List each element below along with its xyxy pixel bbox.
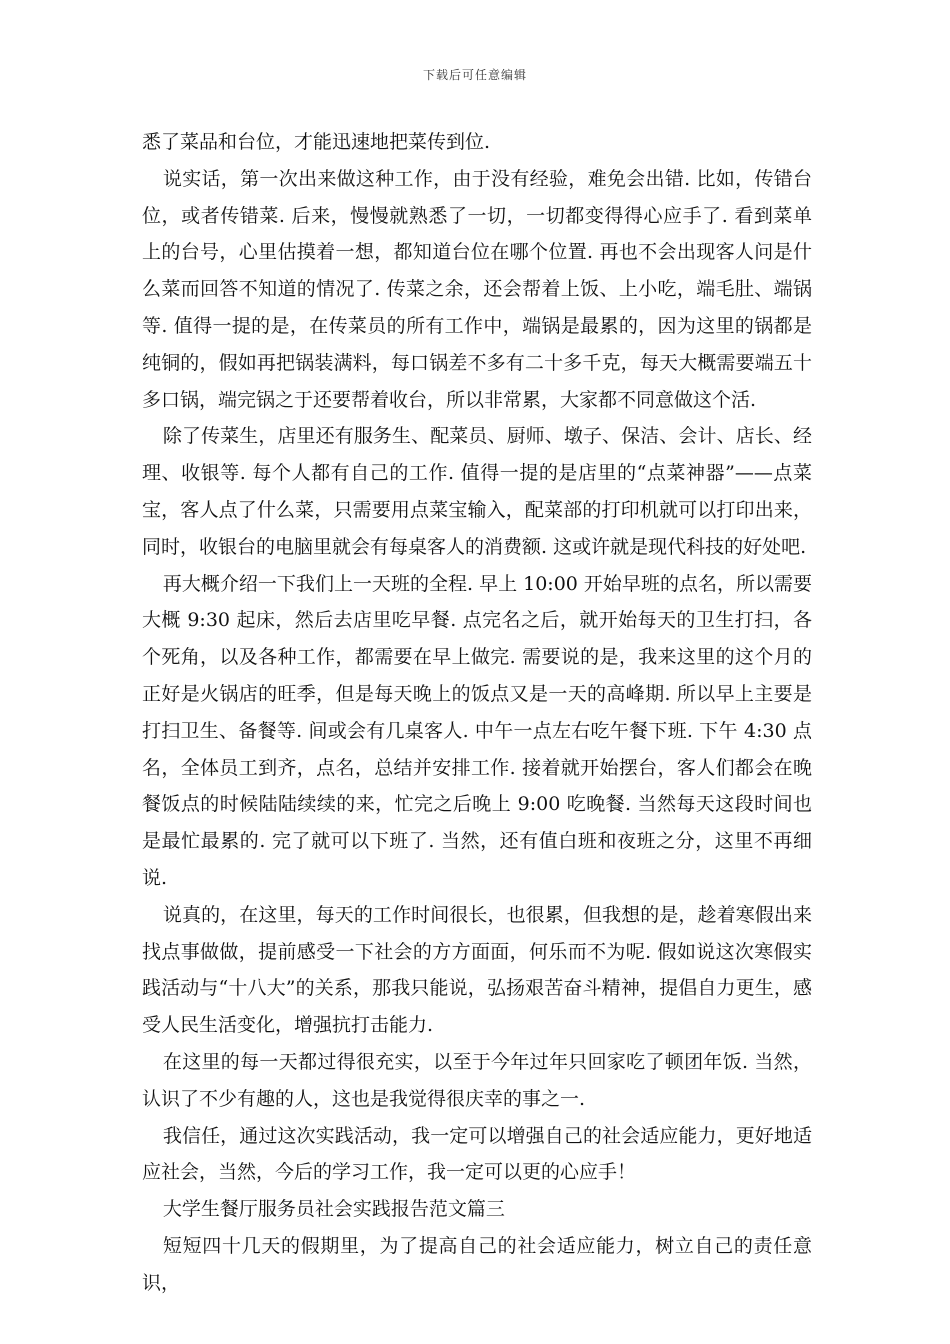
section-heading: 大学生餐厅服务员社会实践报告范文篇三 [162,1198,505,1221]
page-header: 下载后可任意编辑 [422,68,527,82]
paragraph: 短短四十几天的假期里，为了提高自己的社会适应能力，树立自己的责任意识， [142,1234,812,1294]
document-body [142,124,812,1302]
paragraph: 说实话，第一次出来做这种工作，由于没有经验，难免会出错. 比如，传错台位，或者传错菜. 后来，慢慢就熟悉了一切，一切都变得得心应手了. 看到菜单上的台号，心里估摸着一想，都知道台位在哪个位置. 再也不会出现客人问是什么菜而回答不知道的情况了. 传菜之余，还会帮着上饭、上小吃，端毛肚、端锅等. 值得一提的是，在传菜员的所有工作中，端锅是最累的，因为这里的锅都是纯铜的，假如再把锅装满料，每口锅差不多有二十多千克，每天大概需要端五十多口锅，端完锅之于还要帮着收台，所以非常累，大家都不同意做这个活. [142,167,812,411]
paragraph: 再大概介绍一下我们上一天班的全程. 早上 10:00 开始早班的点名，所以需要大概 9:30 起床，然后去店里吃早餐. 点完名之后，就开始每天的卫生打扫，各个死角，以及各种工作，都需要在早上做完. 需要说的是，我来这里的这个月的正好是火锅店的旺季，但是每天晚上的饭点又是一天的高峰期. 所以早上主要是打扫卫生、备餐等. 间或会有几桌客人. 中午一点左右吃午餐下班. 下午 4:30 点名，全体员工到齐，点名，总结并安排工作. 接着就开始摆台，客人们都会在晚餐饭点的时候陆陆续续的来，忙完之后晚上 9:00 吃晚餐. 当然每天这段时间也是最忙最累的. 完了就可以下班了. 当然，还有值白班和夜班之分，这里不再细说. [142,572,812,889]
paragraph: 除了传菜生，店里还有服务生、配菜员、厨师、墩子、保洁、会计、店长、经理、收银等. 每个人都有自己的工作. 值得一提的是店里的“点菜神器”——点菜宝，客人点了什么菜，只需要用点菜宝输入，配菜部的打印机就可以打印出来，同时，收银台的电脑里就会有每桌客人的消费额. 这或许就是现代科技的好处吧. [142,425,812,558]
paragraph: 在这里的每一天都过得很充实，以至于今年过年只回家吃了顿团年饭. 当然，认识了不少有趣的人，这也是我觉得很庆幸的事之一. [142,1050,812,1110]
paragraph: 悉了菜品和台位，才能迅速地把菜传到位. [142,131,491,153]
paragraph: 我信任，通过这次实践活动，我一定可以增强自己的社会适应能力，更好地适应社会，当然，今后的学习工作，我一定可以更的心应手！ [142,1124,812,1184]
paragraph: 说真的，在这里，每天的工作时间很长，也很累，但我想的是，趁着寒假出来找点事做做，提前感受一下社会的方方面面，何乐而不为呢. 假如说这次寒假实践活动与“十八大”的关系，那我只能说，弘扬艰苦奋斗精神，提倡自力更生，感受人民生活变化，增强抗打击能力. [142,903,812,1037]
